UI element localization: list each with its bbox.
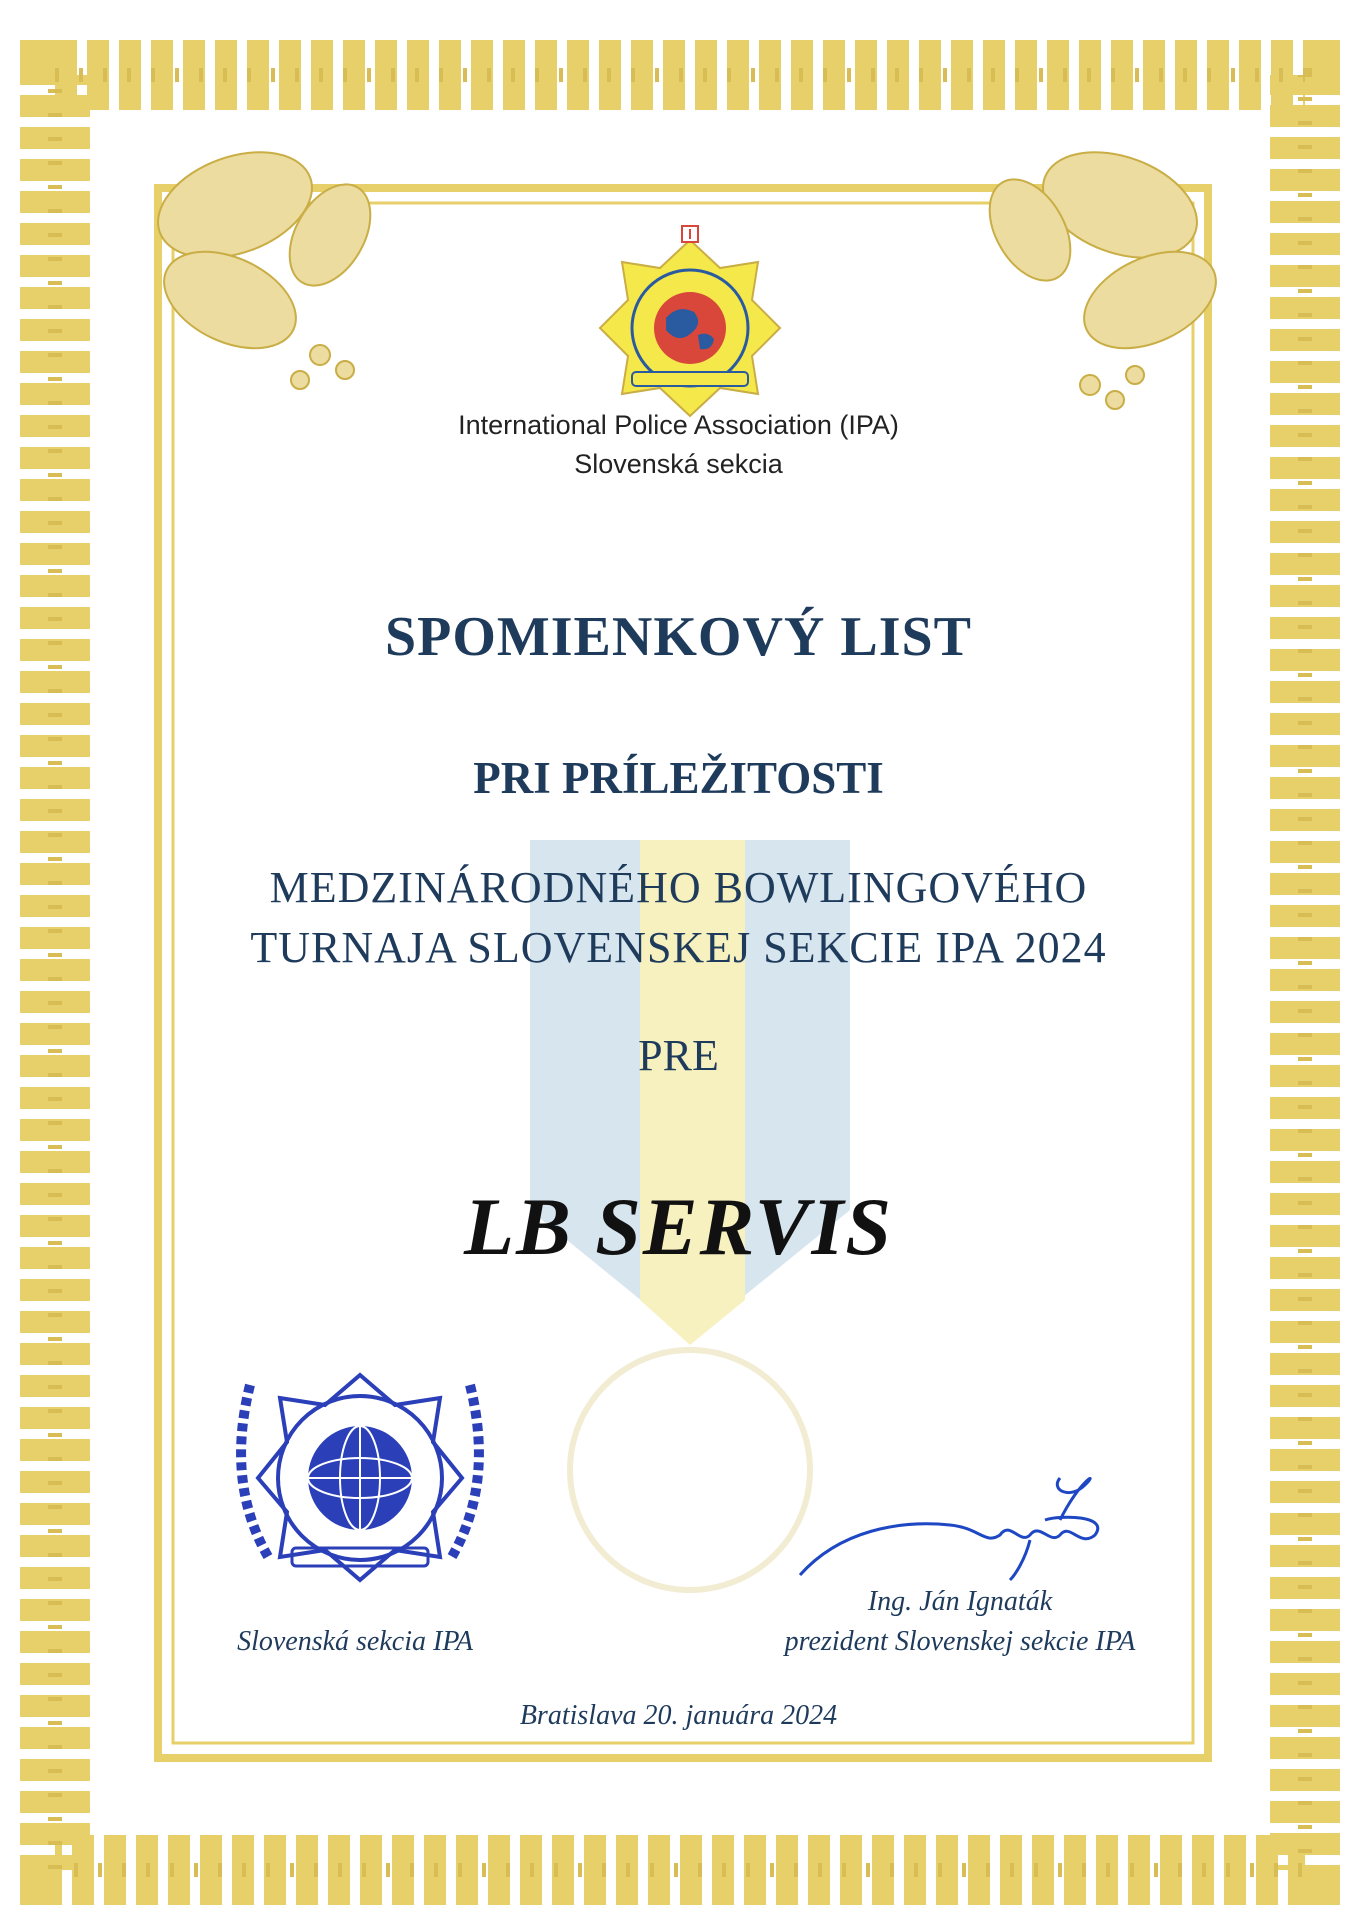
occasion-label: PRI PRÍLEŽITOSTI xyxy=(473,753,884,803)
event-line-1: MEDZINÁRODNÉHO BOWLINGOVÉHO xyxy=(269,863,1088,912)
for-label: PRE xyxy=(638,1031,719,1080)
org-name: International Police Association (IPA) xyxy=(458,410,899,440)
recipient-name: LB SERVIS xyxy=(463,1181,893,1272)
event-line-2: TURNAJA SLOVENSKEJ SEKCIE IPA 2024 xyxy=(250,923,1107,972)
org-section: Slovenská sekcia xyxy=(574,449,783,479)
medal-watermark xyxy=(570,1350,810,1590)
ipa-seal-stamp xyxy=(241,1375,479,1580)
signer-name: Ing. Ján Ignaták xyxy=(867,1586,1053,1617)
ipa-logo-top xyxy=(600,226,780,416)
leaf-ornament-top-left xyxy=(143,133,387,389)
signature xyxy=(800,1478,1098,1580)
signer-title: prezident Slovenskej sekcie IPA xyxy=(784,1626,1136,1657)
certificate-title: SPOMIENKOVÝ LIST xyxy=(385,606,972,668)
place-date: Bratislava 20. januára 2024 xyxy=(519,1700,838,1731)
section-label: Slovenská sekcia IPA xyxy=(237,1626,473,1657)
